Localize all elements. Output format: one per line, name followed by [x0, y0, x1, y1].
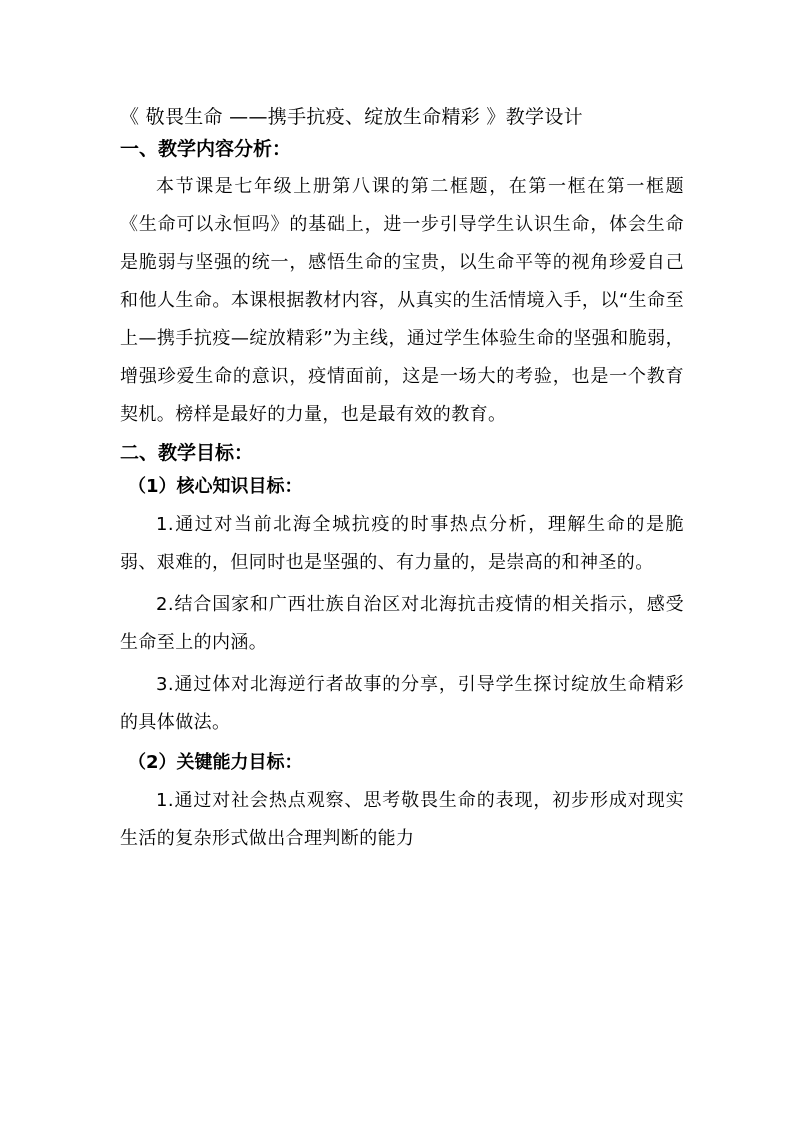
subheading-key-ability: （2）关键能力目标： — [128, 752, 303, 773]
content-analysis-paragraph: 本节课是七年级上册第八课的第二框题，在第一框在第一框题《生命可以永恒吗》的基础上，进一步引导学生认识生命，体会生命是脆弱与坚强的统一，感悟生命的宝贵，以生命平等的视角珍爱自己和他人生命。本课根据教材内容，从真实的生活情境入手，以“生命至上—携手抗疫—绽放精彩”为主线，通过学生体验生命的坚强和脆弱，增强珍爱生命的意识，疫情面前，这是一场大的考验，也是一个教育契机。榜样是最好的力量，也是最有效的教育。 — [120, 176, 684, 425]
subheading-core-knowledge: （1）核心知识目标： — [128, 476, 303, 497]
section-heading-teaching-goals: 二、教学目标： — [120, 442, 254, 464]
key-ability-item-1: 1.通过对社会热点观察、思考敬畏生命的表现，初步形成对现实生活的复杂形式做出合理判断的能力 — [120, 790, 684, 849]
core-knowledge-item-1: 1.通过对当前北海全城抗疫的时事热点分析，理解生命的是脆弱、艰难的，但同时也是坚强的、有力量的，是崇高的和神圣的。 — [120, 514, 684, 573]
document-title: 《 敬畏生命 ——携手抗疫、绽放生命精彩 》教学设计 — [120, 106, 583, 128]
core-knowledge-item-2: 2.结合国家和广西壮族自治区对北海抗击疫情的相关指示，感受生命至上的内涵。 — [120, 594, 684, 653]
section-heading-content-analysis: 一、教学内容分析： — [120, 138, 292, 160]
core-knowledge-item-3: 3.通过体对北海逆行者故事的分享，引导学生探讨绽放生命精彩的具体做法。 — [120, 674, 684, 733]
